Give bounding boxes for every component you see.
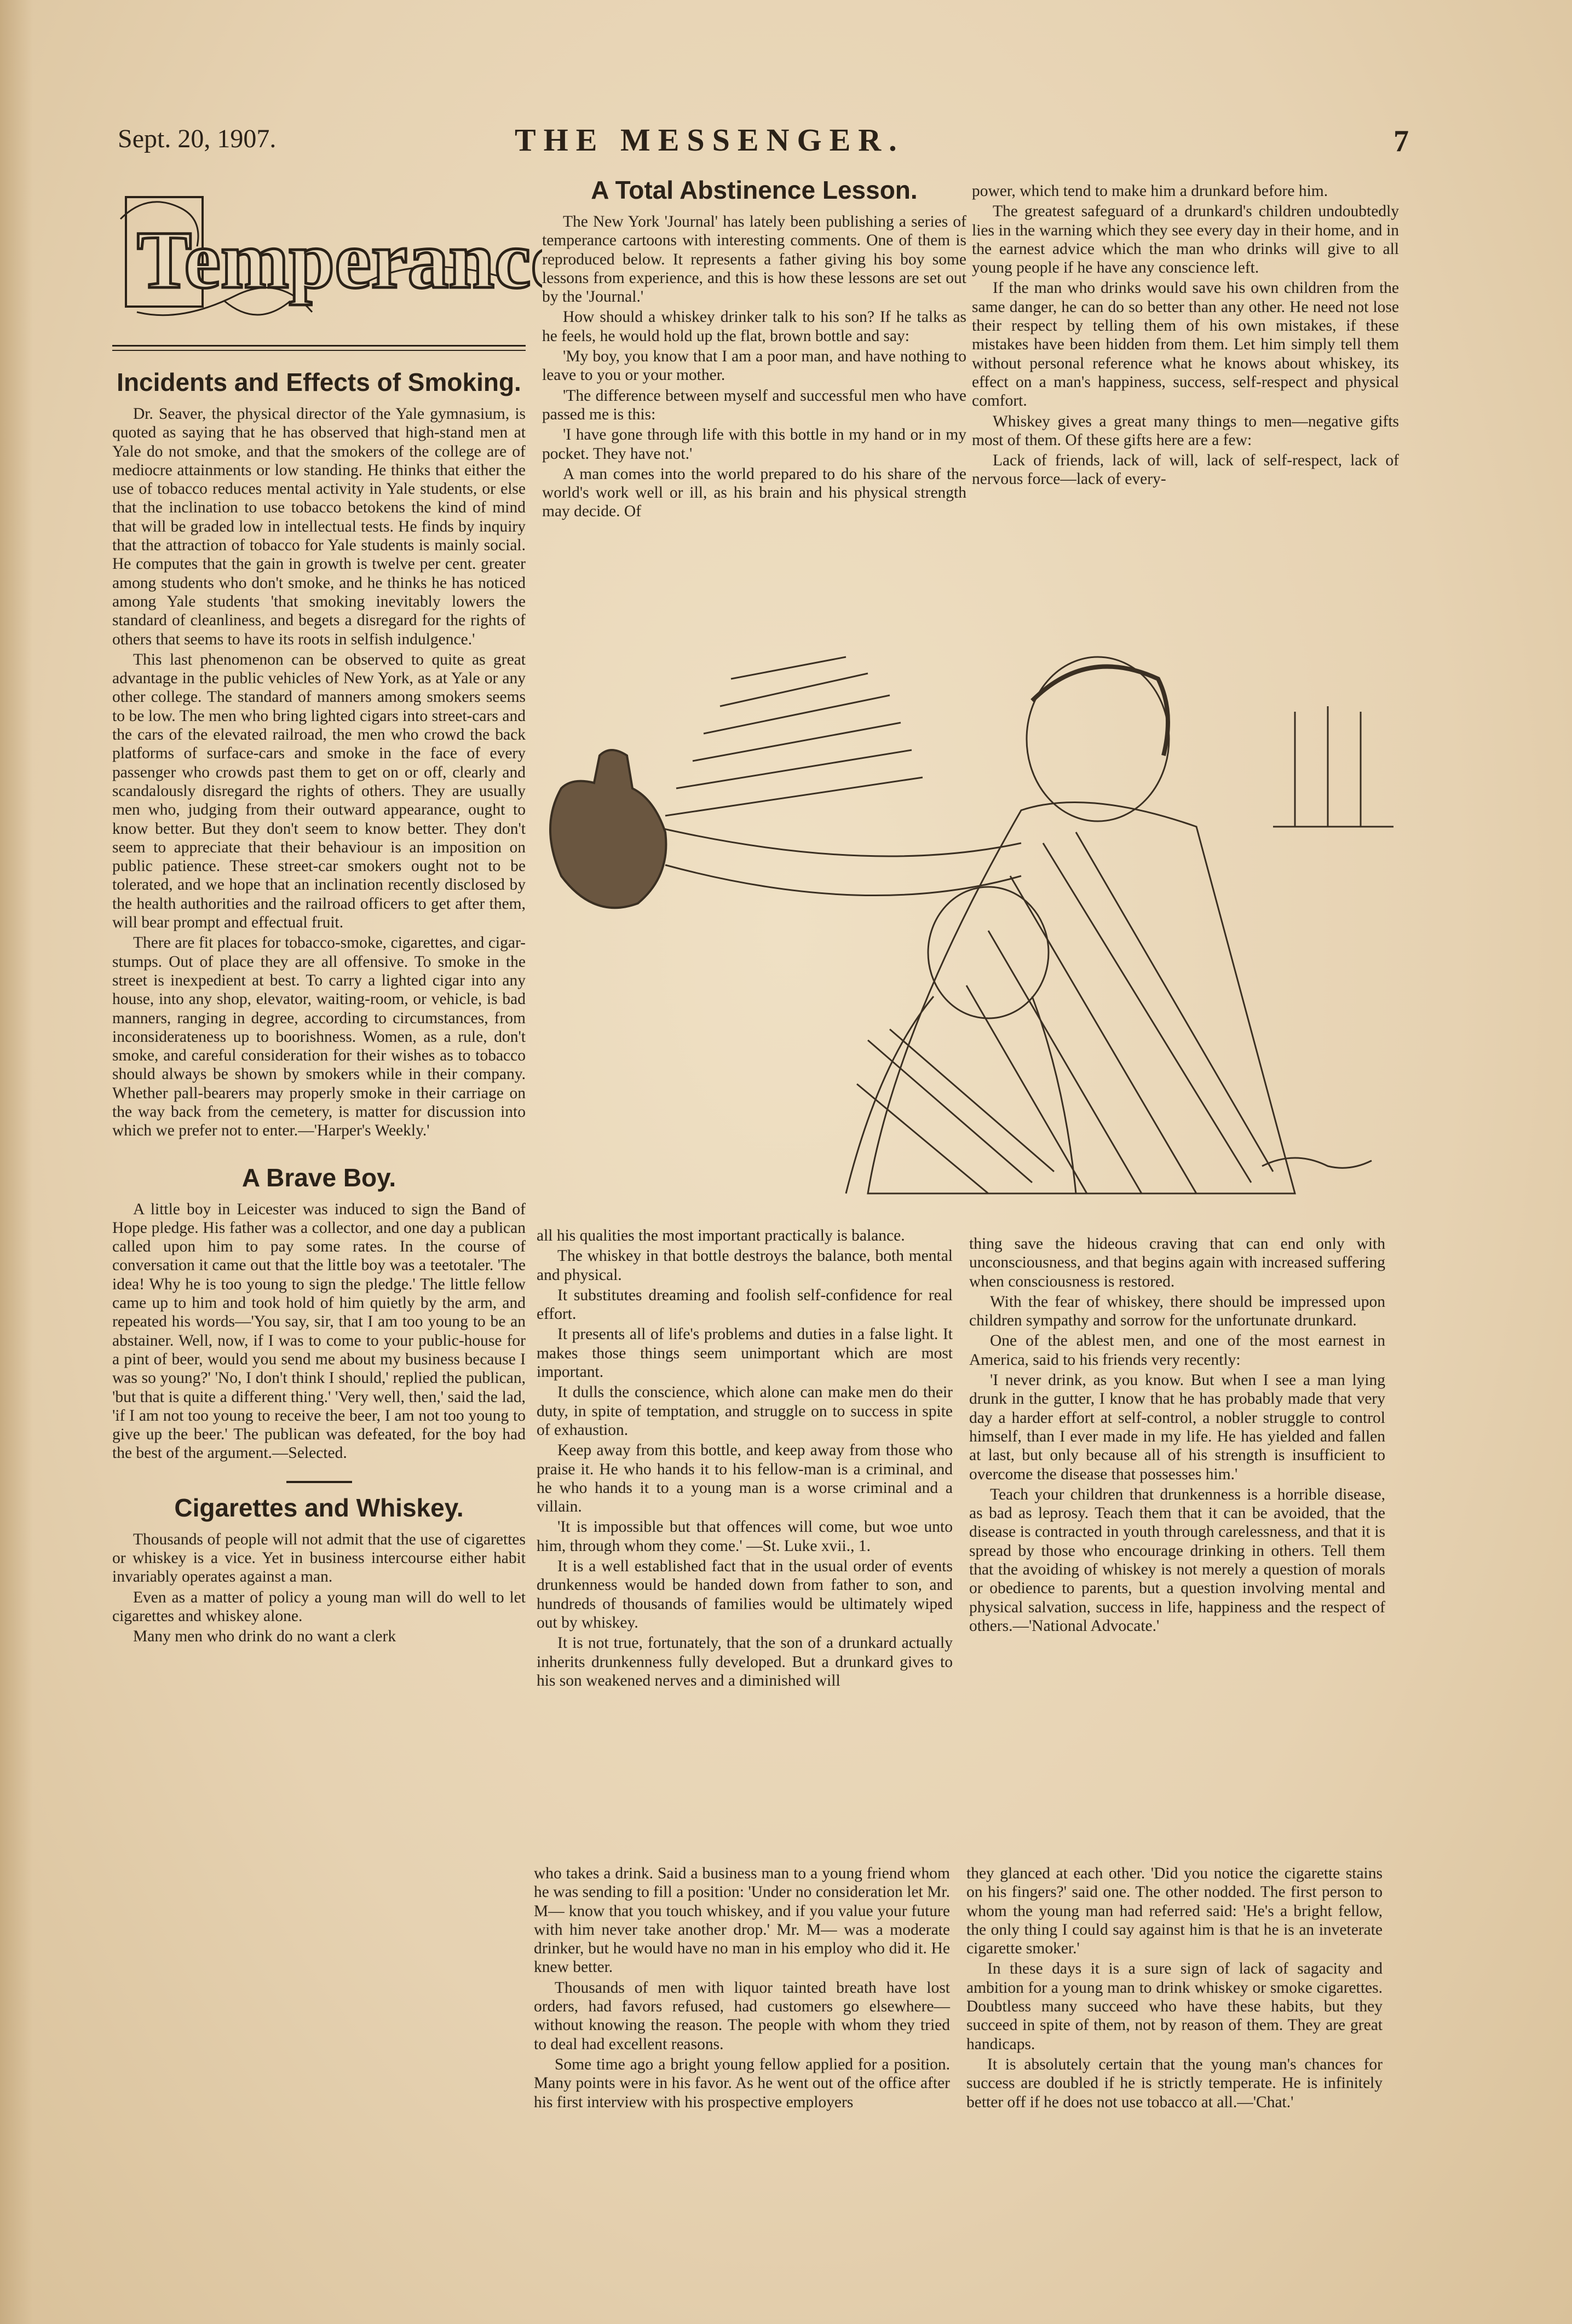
cartoon-illustration bbox=[539, 646, 1399, 1199]
column-3-top bbox=[972, 182, 1399, 491]
abstinence-paragraph: 'I never drink, as you know. But when I see a man lying drunk in the gutter, I know that he has probably made that very day a harder effort at self-control, a nobler struggle to control himself, than I ever made in my life. He has yielded and fallen at last, but only because all of his strength is insufficient to overcome the disease that possesses him.' bbox=[969, 1371, 1385, 1483]
smoking-paragraph: Dr. Seaver, the physical director of the Yale gymnasium, is quoted as saying that he has observed that high-stand men at Yale do not smoke, and that the smokers of the college are of mediocre attainments or low standing. He thinks that either the use of tobacco reduces mental activity in Yale students, or else that the inclination to use tobacco betokens the kind of mind that will be graded low in intellectual tests. He finds by inquiry that the attraction of tobacco for Yale students is mainly social. He computes that the gain in growth is twelve per cent. greater among students who don't smoke, and he thinks he has noticed among Yale students 'that smoking inevitably lowers the standard of cleanliness, and begets a disregard for the rights of others that seems to have its roots in selfish indulgence.' bbox=[112, 405, 526, 648]
column-1 bbox=[112, 345, 526, 1648]
abstinence-paragraph: The greatest safeguard of a drunkard's children undoubtedly lies in the warning which they see every day in their home, and in the earnest advice which the man who drinks will give to all young people if he have any conscience left. bbox=[972, 203, 1399, 277]
abstinence-paragraph: It presents all of life's problems and duties in a false light. It makes those things seem unimportant which are most important. bbox=[537, 1325, 953, 1381]
abstinence-paragraph: If the man who drinks would save his own children from the same danger, he can do so better than any other. He need not lose their respect by telling them of his own mistakes, if these mistakes have been hidden from them. Let him simply tell them without personal reference what he knows about whiskey, its effect on a man's happiness, success, self-respect and physical comfort. bbox=[972, 279, 1399, 410]
column-2-bottom bbox=[534, 1864, 950, 2113]
cigarettes-paragraph: who takes a drink. Said a business man to a young friend whom he was sending to fill a position: 'Under no consideration let Mr. M— know that you touch whiskey, and if you value your future with him never take another drop.' Mr. M— was a moderate drinker, but he would have no man in his employ who did it. He knew better. bbox=[534, 1865, 950, 1976]
abstinence-paragraph: thing save the hideous craving that can end only with unconsciousness, and that begins again with increased suffering when consciousness is restored. bbox=[969, 1235, 1385, 1290]
abstinence-paragraph: 'It is impossible but that offences will come, but woe unto him, through whom they come.' —St. Luke xvii., 1. bbox=[537, 1518, 953, 1555]
banner-rule bbox=[112, 345, 526, 351]
abstinence-paragraph: 'I have gone through life with this bottle in my hand or in my pocket. They have not.' bbox=[542, 426, 966, 463]
column-3-bottom bbox=[966, 1864, 1383, 2113]
cigarettes-paragraph: It is absolutely certain that the young man's chances for success are doubled if he is strictly temperate. He is infinitely better off if he does not use tobacco at all.—'Chat.' bbox=[966, 2055, 1383, 2111]
page-edge-shadow bbox=[0, 0, 33, 2324]
abstinence-paragraph: Lack of friends, lack of will, lack of self-respect, lack of nervous force—lack of every- bbox=[972, 452, 1399, 488]
issue-date: Sept. 20, 1907. bbox=[118, 124, 277, 153]
section-rule bbox=[286, 1481, 352, 1483]
cigarettes-title: Cigarettes and Whiskey. bbox=[174, 1493, 464, 1522]
abstinence-paragraph: With the fear of whiskey, there should be impressed upon children sympathy and sorrow for the unfortunate drunkard. bbox=[969, 1293, 1385, 1330]
smoking-paragraph: This last phenomenon can be observed to quite as great advantage in the public vehicles of New York, as at Yale or any other college. The standard of manners among smokers seems to be low. The men who bring lighted cigars into street-cars and the cars of the elevated railroad, the men who crowd the back platforms of surface-cars and smoke in the face of every passenger who crowds past them to get on or off, clearly and scandalously disregard the rights of others. They are usually men who, judging from their outward appearance, ought to know better. But they don't seem to know better. They don't seem to appreciate that their behaviour is an imposition on public patience. These street-car smokers ought not to be tolerated, and we hope that an inclination recently disclosed by the health authorities and the railroad officers to get after them, will bear prompt and effectual fruit. bbox=[112, 650, 526, 932]
abstinence-paragraph: power, which tend to make him a drunkard before him. bbox=[972, 182, 1328, 200]
cigarettes-paragraph: they glanced at each other. 'Did you notice the cigarette stains on his fingers?' said one. The other nodded. The first person to whom the young man had referred said: 'He's a bright fellow, the only thing I could say against him is that he is an inveterate cigarette smoker.' bbox=[966, 1865, 1383, 1958]
cigarettes-paragraph: Even as a matter of policy a young man will do well to let cigarettes and whiskey alone. bbox=[112, 1588, 526, 1625]
father-with-bottle-illustration-icon bbox=[539, 646, 1399, 1199]
cigarettes-paragraph: Some time ago a bright young fellow applied for a position. Many points were in his favor. As he went out of the office after his first interview with his prospective employers bbox=[534, 2055, 950, 2111]
cigarettes-paragraph: Thousands of men with liquor tainted breath have lost orders, had favors refused, had customers go elsewhere—without knowing the reason. The people with whom they tried to deal had excellent reasons. bbox=[534, 1979, 950, 2053]
cigarettes-paragraph: Thousands of people will not admit that the use of cigarettes or whiskey is a vice. Yet in business intercourse either habit invariably operates against a man. bbox=[112, 1530, 526, 1586]
column-2-top bbox=[542, 175, 966, 523]
temperance-banner-icon bbox=[115, 186, 542, 328]
cigarettes-paragraph: In these days it is a sure sign of lack of sagacity and ambition for a young man to drink whiskey or smoke cigarettes. Doubtless many succeed who have these habits, but they succeed in spite of them, not by reason of them. They are great handicaps. bbox=[966, 1960, 1383, 2053]
banner-text: Temperance bbox=[137, 215, 542, 305]
abstinence-paragraph: Teach your children that drunkenness is a horrible disease, as bad as leprosy. Teach them that it can be avoided, that the disease is contracted in youth through carelessness, and that it is spread by those who encourage drinking in others. Tell them that the avoiding of whiskey is not merely a question of morals or obedience to parents, but a question involving mental and physical salvation, success in life, happiness and the respect of others.—'National Advocate.' bbox=[969, 1485, 1385, 1635]
abstinence-paragraph: It is not true, fortunately, that the son of a drunkard actually inherits drunkenness fully developed. But a drunkard gives to his son weakened nerves and a diminished will bbox=[537, 1634, 953, 1689]
abstinence-paragraph: Whiskey gives a great many things to men—negative gifts most of them. Of these gifts here are a few: bbox=[972, 412, 1399, 449]
abstinence-title: A Total Abstinence Lesson. bbox=[591, 176, 918, 204]
abstinence-paragraph: A man comes into the world prepared to do his share of the world's work well or ill, as his brain and his physical strength may decide. Of bbox=[542, 465, 966, 521]
abstinence-paragraph: It substitutes dreaming and foolish self-confidence for real effort. bbox=[537, 1286, 953, 1323]
abstinence-paragraph: It is a well established fact that in the usual order of events drunkenness would be handed down from father to son, and hundreds of thousands of families would be ultimately wiped out by whiskey. bbox=[537, 1558, 953, 1631]
smoking-paragraph: There are fit places for tobacco-smoke, cigarettes, and cigar-stumps. Out of place they are all offensive. To smoke in the street is inexpedient at best. To carry a lighted cigar into any house, into any shop, elevator, waiting-room, or vehicle, is bad manners, ranging in degree, according to circumstances, from inconsiderateness up to boorishness. Women, as a rule, don't smoke, and careful consideration for their wishes as to tobacco should always be shown by smokers while in their company. Whether pall-bearers may properly smoke in their carriage on the way back from the cemetery, is matter for discussion into which we prefer not to enter.—'Harper's Weekly.' bbox=[112, 934, 526, 1140]
abstinence-paragraph: 'My boy, you know that I am a poor man, and have nothing to leave to you or your mother. bbox=[542, 348, 966, 384]
smoking-title: Incidents and Effects of Smoking. bbox=[117, 368, 521, 396]
cigarettes-paragraph: Many men who drink do no want a clerk bbox=[133, 1628, 396, 1646]
brave-boy-title: A Brave Boy. bbox=[241, 1163, 396, 1192]
temperance-banner bbox=[115, 186, 542, 328]
column-2-middle bbox=[537, 1226, 953, 1692]
abstinence-paragraph: The New York 'Journal' has lately been publishing a series of temperance cartoons with interesting comments. One of them is reproduced below. It represents a father giving his boy some lessons from experience, and this is how these lessons are set out by the 'Journal.' bbox=[542, 213, 966, 306]
abstinence-paragraph: The whiskey in that bottle destroys the balance, both mental and physical. bbox=[537, 1247, 953, 1284]
page-number: 7 bbox=[1394, 124, 1409, 158]
abstinence-paragraph: How should a whiskey drinker talk to his son? If he talks as he feels, he would hold up the flat, brown bottle and say: bbox=[542, 308, 966, 345]
abstinence-paragraph: One of the ablest men, and one of the most earnest in America, said to his friends very recently: bbox=[969, 1332, 1385, 1369]
abstinence-paragraph: 'The difference between myself and successful men who have passed me is this: bbox=[542, 387, 966, 423]
abstinence-paragraph: Keep away from this bottle, and keep away from those who praise it. He who hands it to his fellow-man is a criminal, and he who hands it to a young man is a worse criminal and a villain. bbox=[537, 1441, 953, 1516]
masthead-title: THE MESSENGER. bbox=[515, 122, 905, 158]
brave-boy-paragraph: A little boy in Leicester was induced to sign the Band of Hope pledge. His father was a collector, and one day a publican called upon him to pay some rates. In the course of conversation it came out that the little boy was a teetotaler. 'The idea! Why he is too young to sign the pledge.' The little fellow came up to him and took hold of him quietly by the arm, and repeated his words—'You say, sir, that I am too young to be an abstainer. Well, now, if I was to come to your public-house for a pint of beer, would you send me about my business because I was so young?' 'No, I don't think I should,' replied the publican, 'but that is quite a different thing.' 'Very well, then,' said the lad, 'if I am not too young to receive the beer, I am not too young to give up the beer.' The publican was defeated, for the boy had the best of the argument.—Selected. bbox=[112, 1200, 526, 1462]
abstinence-paragraph: all his qualities the most important practically is balance. bbox=[537, 1227, 905, 1244]
column-3-middle bbox=[969, 1235, 1385, 1637]
abstinence-paragraph: It dulls the conscience, which alone can make men do their duty, in spite of temptation, and struggle on to success in spite of exhaustion. bbox=[537, 1383, 953, 1439]
